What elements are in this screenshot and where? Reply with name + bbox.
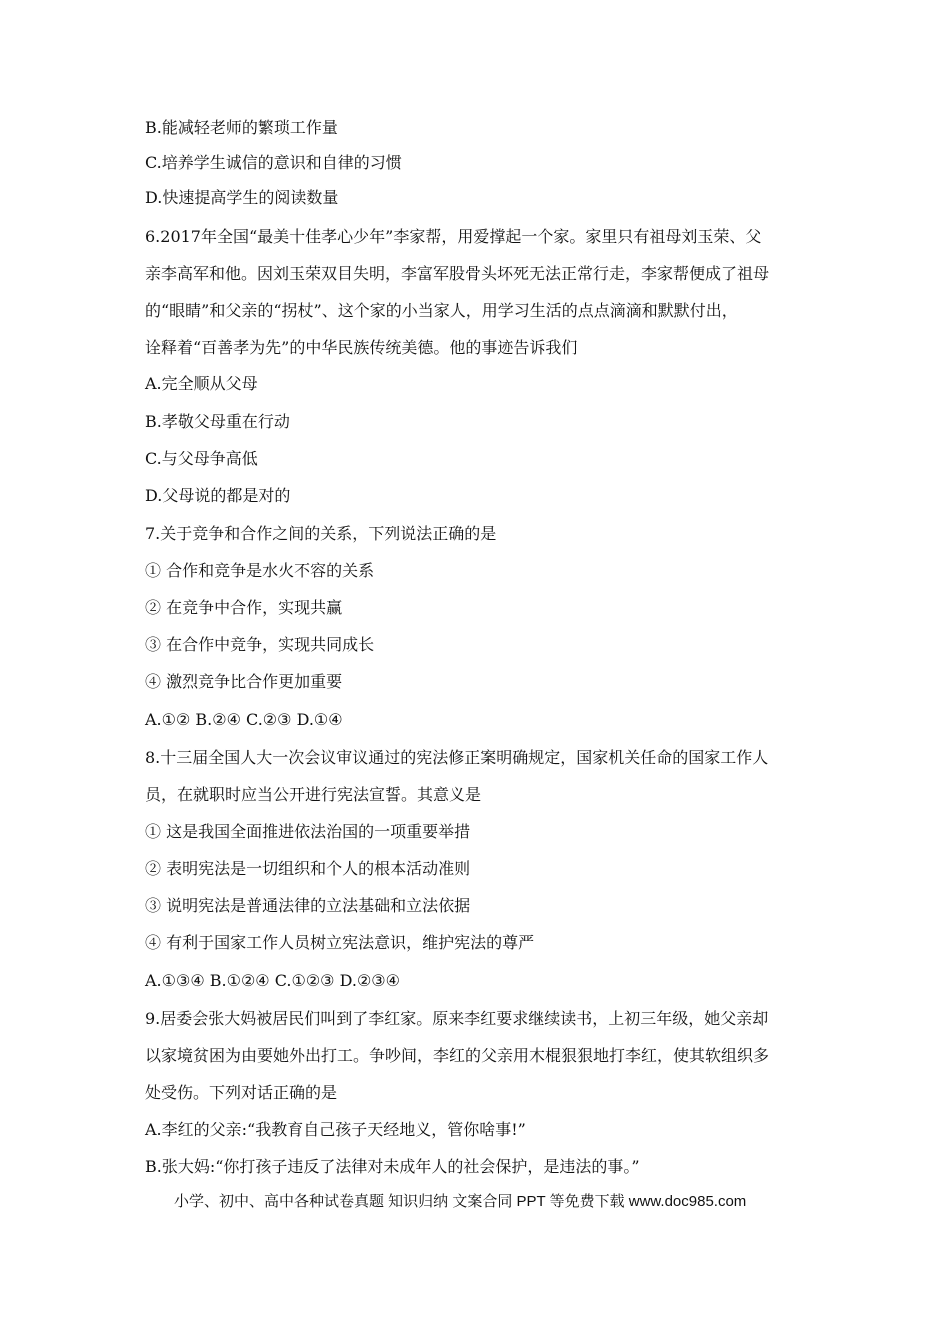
statement-7-2: ② 在竞争中合作，实现共赢 [145,598,343,617]
options-8: A.①③④ B.①②④ C.①②③ D.②③④ [145,971,400,990]
option-5c: C.培养学生诚信的意识和自律的习惯 [145,153,402,172]
question-9-line-1: 9.居委会张大妈被居民们叫到了李红家。原来李红要求继续读书，上初三年级，她父亲却 [145,1009,769,1028]
question-6-line-2: 亲李高军和他。因刘玉荣双目失明，李富军股骨头坏死无法正常行走，李家帮便成了祖母 [145,264,770,283]
question-9-line-2: 以家境贫困为由要她外出打工。争吵间，李红的父亲用木棍狠狠地打李红，使其软组织多 [145,1046,770,1065]
option-6c: C.与父母争高低 [145,449,258,468]
statement-8-3: ③ 说明宪法是普通法律的立法基础和立法依据 [145,896,471,915]
question-6-line-4: 诠释着“百善孝为先”的中华民族传统美德。他的事迹告诉我们 [145,338,578,357]
statement-7-4: ④ 激烈竞争比合作更加重要 [145,672,343,691]
statement-7-1: ① 合作和竞争是水火不容的关系 [145,561,375,580]
page-footer: 小学、初中、高中各种试卷真题 知识归纳 文案合同 PPT 等免费下载 www.doc985.com [174,1193,747,1210]
option-6a: A.完全顺从父母 [145,374,258,393]
question-8-line-2: 员，在就职时应当公开进行宪法宣誓。其意义是 [145,785,482,804]
statement-7-3: ③ 在合作中竞争，实现共同成长 [145,635,375,654]
option-9a: A.李红的父亲:“我教育自己孩子天经地义，管你啥事!” [145,1120,526,1139]
option-9b: B.张大妈:“你打孩子违反了法律对未成年人的社会保护，是违法的事。” [145,1157,640,1176]
options-7: A.①② B.②④ C.②③ D.①④ [145,710,343,729]
question-6-line-3: 的“眼睛”和父亲的“拐杖”、这个家的小当家人，用学习生活的点点滴滴和默默付出， [145,301,738,320]
question-7: 7.关于竞争和合作之间的关系，下列说法正确的是 [145,524,497,543]
statement-8-2: ② 表明宪法是一切组织和个人的根本活动准则 [145,859,471,878]
option-6b: B.孝敬父母重在行动 [145,412,290,431]
question-9-line-3: 处受伤。下列对话正确的是 [145,1083,338,1102]
option-5b: B.能减轻老师的繁琐工作量 [145,118,338,137]
statement-8-4: ④ 有利于国家工作人员树立宪法意识，维护宪法的尊严 [145,933,535,952]
option-5d: D.快速提高学生的阅读数量 [145,188,339,207]
option-6d: D.父母说的都是对的 [145,486,291,505]
question-8-line-1: 8.十三届全国人大一次会议审议通过的宪法修正案明确规定，国家机关任命的国家工作人 [145,748,769,767]
question-6-line-1: 6.2017年全国“最美十佳孝心少年”李家帮，用爱撑起一个家。家里只有祖母刘玉荣、父 [145,227,762,246]
statement-8-1: ① 这是我国全面推进依法治国的一项重要举措 [145,822,471,841]
